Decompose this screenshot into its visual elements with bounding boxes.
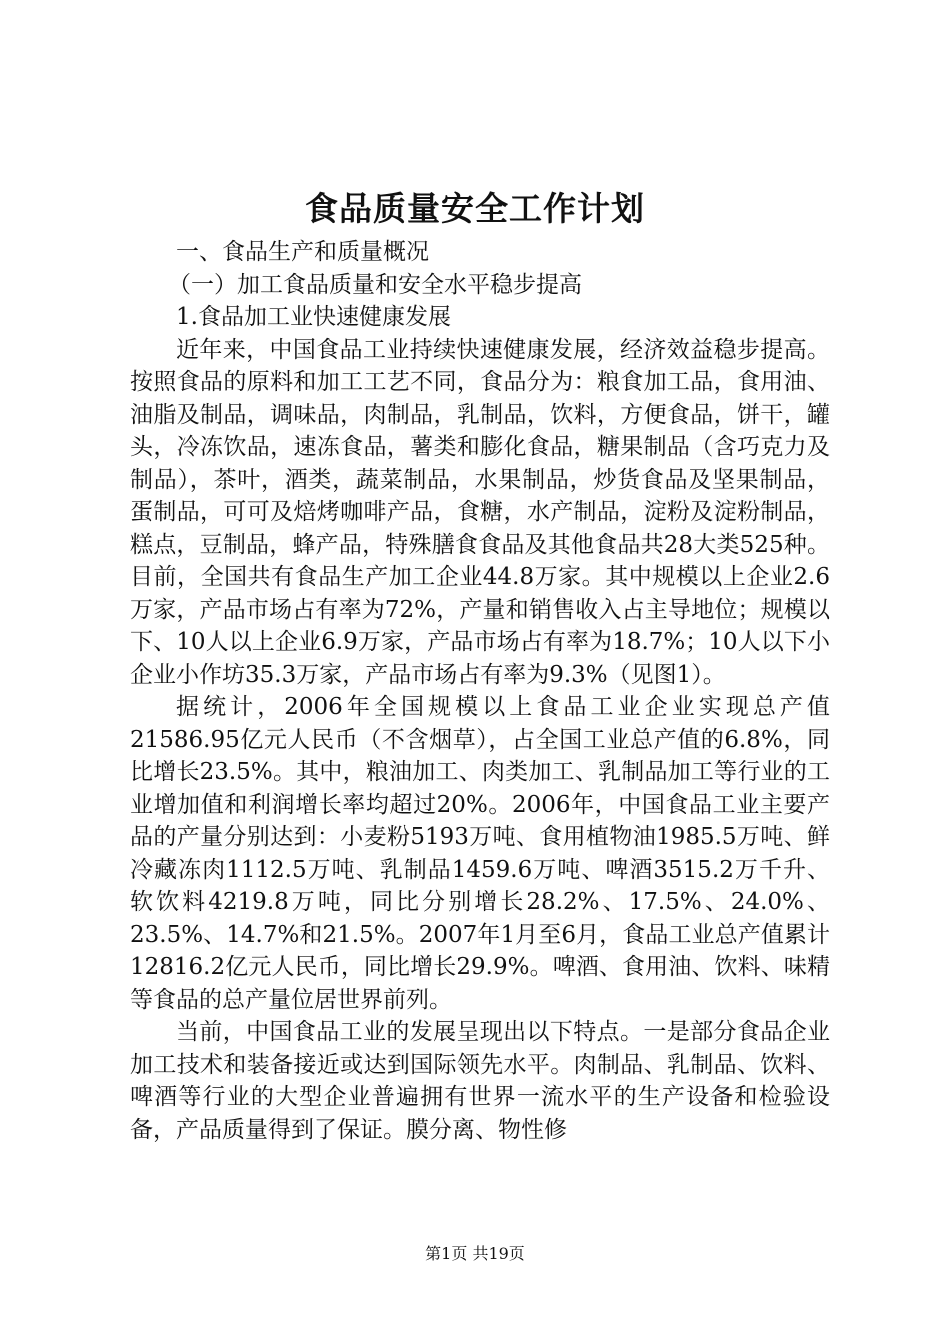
section-heading: 一、食品生产和质量概况 [176, 239, 429, 265]
sub-subsection-heading: 1.食品加工业快速健康发展 [176, 304, 451, 330]
document-title: 食品质量安全工作计划 [305, 189, 645, 228]
paragraph-1: 近年来，中国食品工业持续快速健康发展，经济效益稳步提高。按照食品的原料和加工工艺不同，食品分为：粮食加工品，食用油、油脂及制品，调味品，肉制品，乳制品，饮料，方便食品，饼干，罐头，冷冻饮品，速冻食品，薯类和膨化食品，糖果制品（含巧克力及制品），茶叶，酒类，蔬菜制品，水果制品，炒货食品及坚果制品，蛋制品，可可及焙烤咖啡产品，食糖，水产制品，淀粉及淀粉制品，糕点，豆制品，蜂产品，特殊膳食食品及其他食品共28大类525种。目前，全国共有食品生产加工企业44.8万家。其中规模以上企业2.6万家，产品市场占有率为72%，产量和销售收入占主导地位；规模以下、10人以上企业6.9万家，产品市场占有率为18.7%；10人以下小企业小作坊35.3万家，产品市场占有率为9.3%（见图1）。 [130, 336, 830, 688]
page-footer: 第1页 共19页 [425, 1244, 525, 1263]
subsection-heading: （一）加工食品质量和安全水平稳步提高 [168, 271, 582, 298]
document-body [130, 236, 830, 1146]
paragraph-3: 当前，中国食品工业的发展呈现出以下特点。一是部分食品企业加工技术和装备接近或达到国际领先水平。肉制品、乳制品、饮料、啤酒等行业的大型企业普遍拥有世界一流水平的生产设备和检验设备，产品质量得到了保证。膜分离、物性修 [130, 1019, 830, 1143]
paragraph-2: 据统计，2006年全国规模以上食品工业企业实现总产值21586.95亿元人民币（不含烟草），占全国工业总产值的6.8%，同比增长23.5%。其中，粮油加工、肉类加工、乳制品加工等行业的工业增加值和利润增长率均超过20%。2006年，中国食品工业主要产品的产量分别达到：小麦粉5193万吨、食用植物油1985.5万吨、鲜冷藏冻肉1112.5万吨、乳制品1459.6万吨、啤酒3515.2万千升、软饮料4219.8万吨，同比分别增长28.2%、17.5%、24.0%、23.5%、14.7%和21.5%。2007年1月至6月，食品工业总产值累计12816.2亿元人民币，同比增长29.9%。啤酒、食用油、饮料、味精等食品的总产量位居世界前列。 [130, 694, 830, 1013]
